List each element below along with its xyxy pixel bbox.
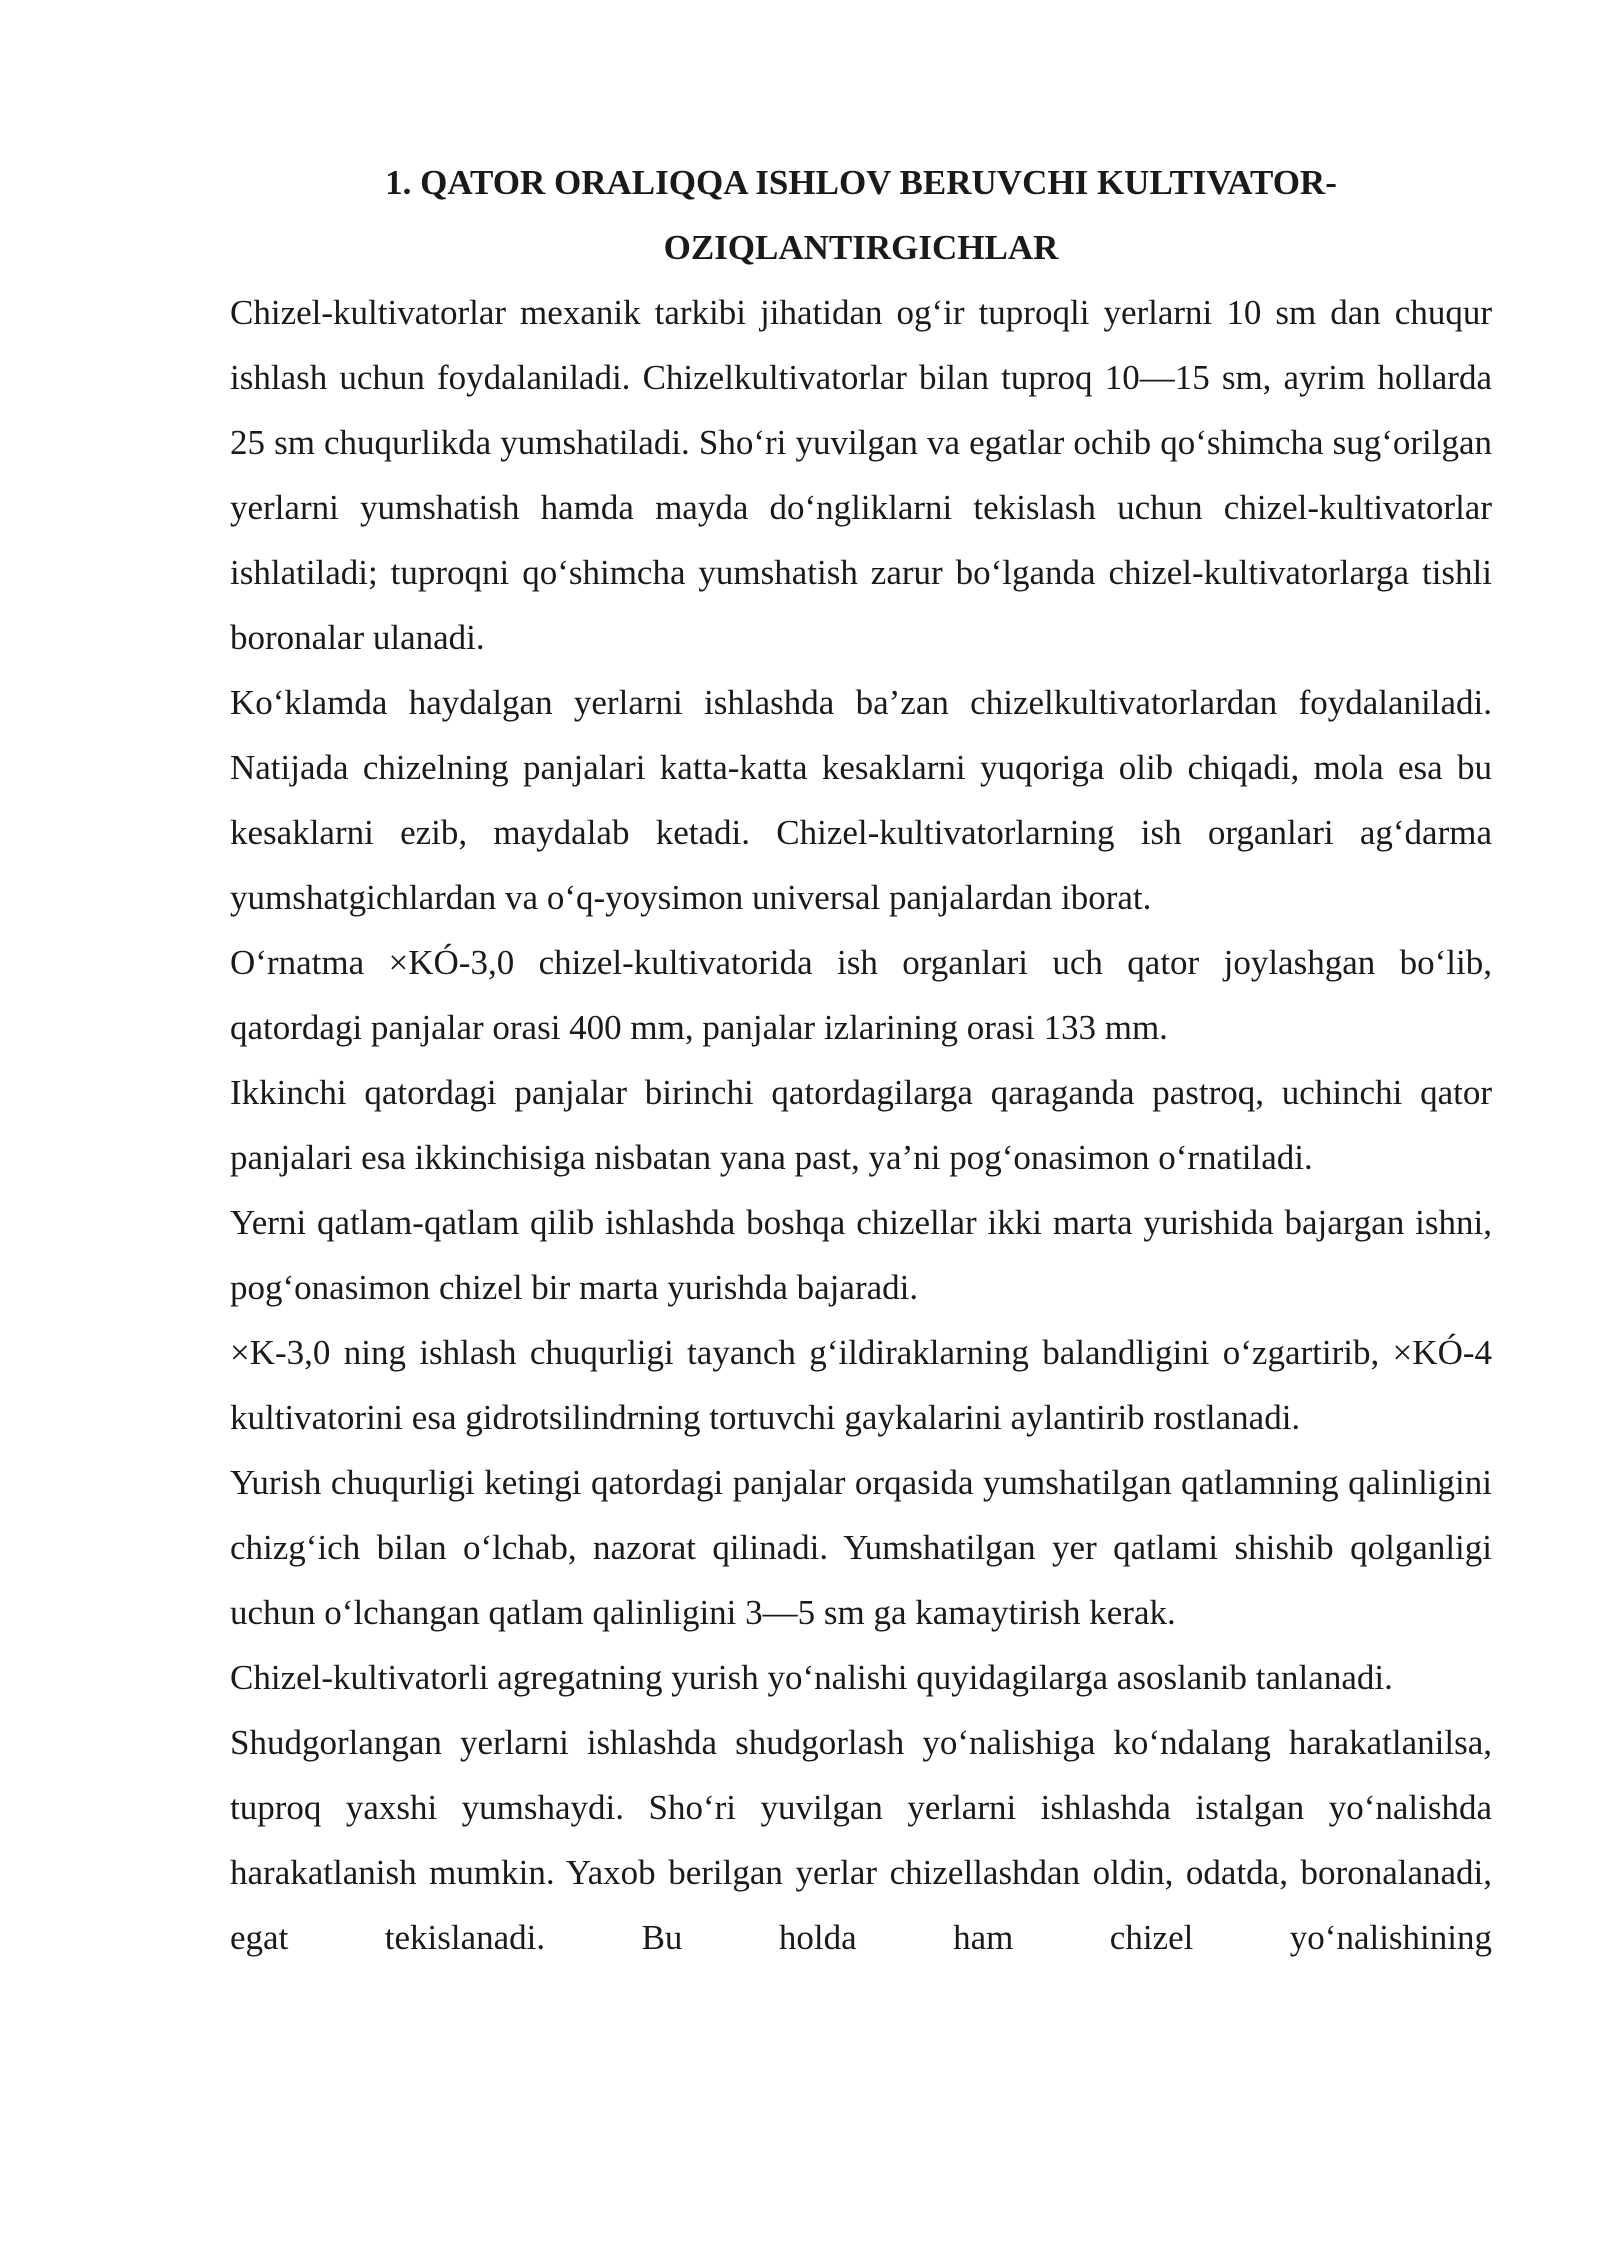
paragraph-4: Ikkinchi qatordagi panjalar birinchi qatordagilarga qaraganda pastroq, uchinchi qator panjalari esa ikkinchisiga nisbatan yana past, ya’ni pog‘onasimon o‘rnatiladi. — [230, 1073, 1492, 1177]
paragraph-1: Chizel-kultivatorlar mexanik tarkibi jihatidan og‘ir tuproqli yerlarni 10 sm dan chuqur ishlash uchun foydalaniladi. Chizelkultivatorlar bilan tuproq 10—15 sm, ayrim hollarda 25 sm chuqurlikda yumshatiladi. Sho‘ri yuvilgan va egatlar ochib qo‘shimcha sug‘orilgan yerlarni yumshatish hamda mayda do‘ngliklarni tekislash uchun chizel-kultivatorlar ishlatiladi; tuproqni qo‘shimcha yumshatish zarur bo‘lganda chizel-kultivatorlarga tishli boronalar ulanadi. — [230, 293, 1492, 657]
paragraph-3: O‘rnatma ×KÓ-3,0 chizel-kultivatorida ish organlari uch qator joylashgan bo‘lib, qatordagi panjalar orasi 400 mm, panjalar izlarining orasi 133 mm. — [230, 943, 1492, 1047]
paragraph-5: Yerni qatlam-qatlam qilib ishlashda boshqa chizellar ikki marta yurishida bajargan ishni, pog‘onasimon chizel bir marta yurishda bajaradi. — [230, 1203, 1492, 1307]
document-title — [230, 150, 1492, 280]
document-body — [230, 150, 1492, 1970]
paragraph-6: ×K-3,0 ning ishlash chuqurligi tayanch g‘ildiraklarning balandligini o‘zgartirib, ×KÓ-4 kultivatorini esa gidrotsilindrning tortuvchi gaykalarini aylantirib rostlanadi. — [230, 1333, 1492, 1437]
paragraph-8: Chizel-kultivatorli agregatning yurish yo‘nalishi quyidagilarga asoslanib tanlanadi. — [230, 1658, 1393, 1697]
paragraph-2: Ko‘klamda haydalgan yerlarni ishlashda ba’zan chizelkultivatorlardan foydalaniladi. Natijada chizelning panjalari katta-katta kesaklarni yuqoriga olib chiqadi, mola esa bu kesaklarni ezib, maydalab ketadi. Chizel-kultivatorlarning ish organlari ag‘darma yumshatgichlardan va o‘q-yoysimon universal panjalardan iborat. — [230, 683, 1492, 917]
title-line-1: 1. QATOR ORALIQQA ISHLOV BERUVCHI KULTIVATOR- — [385, 163, 1337, 202]
paragraph-7: Yurish chuqurligi ketingi qatordagi panjalar orqasida yumshatilgan qatlamning qalinligini chizg‘ich bilan o‘lchab, nazorat qilinadi. Yumshatilgan yer qatlami shishib qolganligi uchun o‘lchangan qatlam qalinligini 3—5 sm ga kamaytirish kerak. — [230, 1463, 1492, 1632]
paragraph-9: Shudgorlangan yerlarni ishlashda shudgorlash yo‘nalishiga ko‘ndalang harakatlanilsa, tuproq yaxshi yumshaydi. Sho‘ri yuvilgan yerlarni ishlashda istalgan yo‘nalishda harakatlanish mumkin. Yaxob berilgan yerlar chizellashdan oldin, odatda, boronalanadi, egat tekislanadi. Bu holda ham chizel yo‘nalishining — [230, 1723, 1492, 1957]
title-line-2: OZIQLANTIRGICHLAR — [663, 228, 1059, 267]
